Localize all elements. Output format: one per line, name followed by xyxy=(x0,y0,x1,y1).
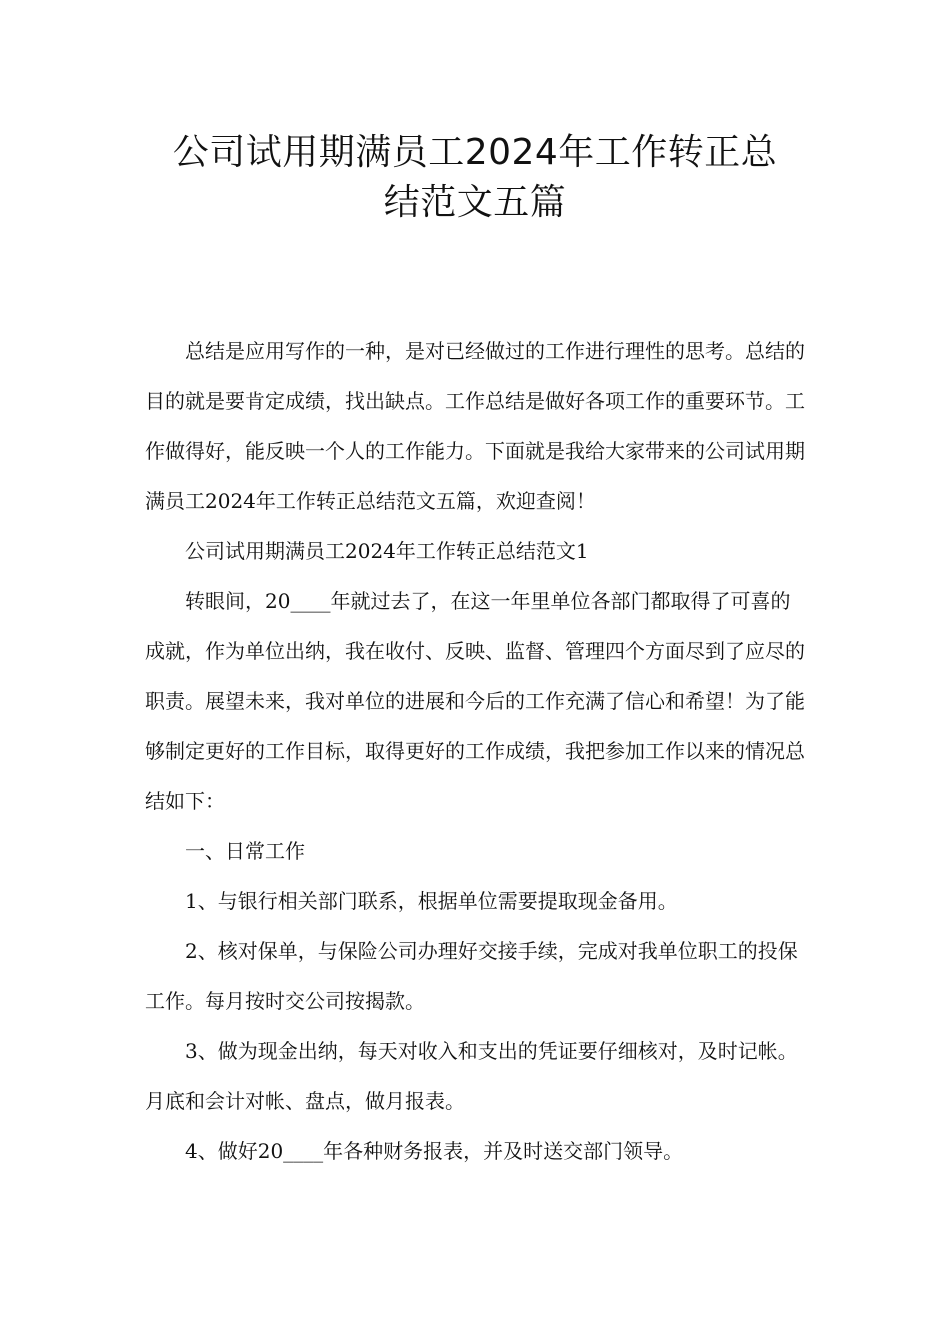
title-line-2: 结范文五篇 xyxy=(383,182,567,223)
document-title xyxy=(120,128,830,228)
list-item-2: 2、核对保单，与保险公司办理好交接手续，完成对我单位职工的投保工作。每月按时交公司按揭款。 xyxy=(145,939,798,1013)
paragraph-1: 转眼间，20____年就过去了，在这一年里单位各部门都取得了可喜的成就，作为单位出纳，我在收付、反映、监督、管理四个方面尽到了应尽的职责。展望未来，我对单位的进展和今后的工作充满了信心和希望！为了能够制定更好的工作目标，取得更好的工作成绩，我把参加工作以来的情况总结如下： xyxy=(145,589,805,813)
list-item-4: 4、做好20____年各种财务报表，并及时送交部门领导。 xyxy=(185,1139,684,1163)
title-line-1: 公司试用期满员工2024年工作转正总 xyxy=(172,132,778,173)
intro-paragraph: 总结是应用写作的一种，是对已经做过的工作进行理性的思考。总结的目的就是要肯定成绩，找出缺点。工作总结是做好各项工作的重要环节。工作做得好，能反映一个人的工作能力。下面就是我给大家带来的公司试用期满员工2024年工作转正总结范文五篇，欢迎查阅！ xyxy=(145,339,805,513)
list-item-1: 1、与银行相关部门联系，根据单位需要提取现金备用。 xyxy=(185,889,678,913)
subheading-1: 一、日常工作 xyxy=(185,839,305,863)
document-body xyxy=(145,326,810,1176)
list-item-3: 3、做为现金出纳，每天对收入和支出的凭证要仔细核对，及时记帐。月底和会计对帐、盘点，做月报表。 xyxy=(145,1039,798,1113)
section-title: 公司试用期满员工2024年工作转正总结范文1 xyxy=(185,539,589,563)
